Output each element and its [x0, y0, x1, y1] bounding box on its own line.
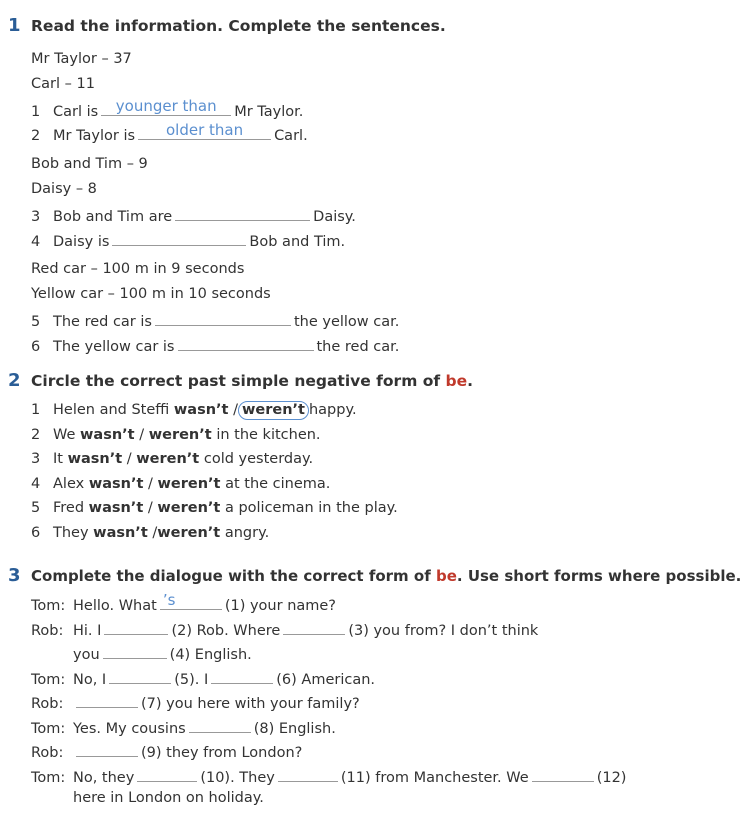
ex1-sentence-6 — [31, 334, 399, 356]
subject: Helen and Steffi — [53, 402, 170, 418]
slash: / — [152, 525, 158, 541]
option-wasnt[interactable]: wasn’t — [67, 451, 123, 467]
option-werent[interactable]: weren’t — [136, 451, 200, 467]
dialogue-text: you — [73, 647, 100, 663]
dialogue-text: (1) your name? — [224, 598, 337, 614]
item-number: 1 — [31, 104, 41, 120]
answer-blank-9[interactable] — [76, 740, 138, 757]
dialogue-text: Hello. What — [73, 598, 157, 614]
info-mr-taylor: Mr Taylor – 37 — [31, 51, 132, 67]
slash: / — [233, 402, 238, 418]
speaker: Tom: — [31, 672, 66, 688]
exercise-1-instruction: Read the information. Complete the sentences. — [31, 17, 446, 35]
ex1-sentence-1 — [31, 99, 303, 121]
option-wasnt[interactable]: wasn’t — [88, 500, 144, 516]
sentence-text: Mr Taylor is — [53, 128, 136, 144]
dialogue-text: Yes. My cousins — [73, 721, 186, 737]
answer-blank-6[interactable] — [211, 667, 273, 684]
answer-blank-7[interactable] — [76, 691, 138, 708]
slash: / — [126, 451, 132, 467]
answer-blank-4[interactable] — [103, 642, 167, 659]
sentence-text: Bob and Tim. — [249, 234, 346, 250]
keyword-be: be — [445, 372, 468, 390]
answer-blank-5[interactable] — [109, 667, 171, 684]
filled-answer: ’s — [162, 591, 176, 609]
ex1-sentence-5 — [31, 309, 399, 331]
option-werent[interactable]: weren’t — [157, 525, 221, 541]
subject: Fred — [53, 500, 85, 516]
speaker: Tom: — [31, 721, 66, 737]
instruction-text: Circle the correct past simple negative form of — [31, 372, 441, 390]
rest-text: a policeman in the play. — [224, 500, 398, 516]
option-werent[interactable]: weren’t — [157, 500, 221, 516]
exercise-1-number: 1 — [8, 15, 21, 36]
dialogue-text: (8) English. — [253, 721, 336, 737]
rest-text: angry. — [224, 525, 270, 541]
item-number: 2 — [31, 128, 41, 144]
instruction-text: . Use short forms where possible. — [456, 567, 741, 585]
option-werent[interactable]: weren’t — [157, 476, 221, 492]
sentence-text: Carl is — [53, 104, 99, 120]
answer-blank[interactable] — [175, 204, 310, 221]
dialogue-line-7-cont — [73, 789, 264, 807]
dialogue-line-1 — [31, 593, 336, 615]
info-daisy: Daisy – 8 — [31, 181, 97, 197]
subject: They — [53, 525, 89, 541]
dialogue-line-6 — [31, 740, 302, 762]
answer-blank-3[interactable] — [283, 618, 345, 635]
sentence-text: Daisy is — [53, 234, 110, 250]
sentence-text: The yellow car is — [53, 339, 175, 355]
exercise-2-number: 2 — [8, 370, 21, 391]
dialogue-text: here in London on holiday. — [73, 790, 264, 806]
item-number: 5 — [31, 500, 41, 516]
ex2-item-2 — [31, 426, 321, 444]
slash: / — [148, 476, 153, 492]
answer-blank-8[interactable] — [189, 716, 251, 733]
dialogue-text: (7) you here with your family? — [141, 696, 360, 712]
sentence-text: Bob and Tim are — [53, 209, 173, 225]
item-number: 5 — [31, 314, 41, 330]
slash: / — [147, 500, 153, 516]
rest-text: at the cinema. — [225, 476, 331, 492]
slash: / — [139, 427, 145, 443]
sentence-text: the red car. — [316, 339, 400, 355]
subject: Alex — [53, 476, 85, 492]
speaker: Rob: — [31, 745, 64, 761]
answer-blank[interactable] — [178, 334, 314, 351]
instruction-text: Complete the dialogue with the correct form of — [31, 567, 431, 585]
rest-text: in the kitchen. — [216, 427, 321, 443]
answer-blank-1[interactable] — [160, 593, 222, 610]
dialogue-text: No, I — [73, 672, 107, 688]
item-number: 3 — [31, 451, 41, 467]
rest-text: happy. — [308, 402, 357, 418]
exercise-2-instruction — [31, 372, 473, 390]
dialogue-text: (10). They — [200, 770, 275, 786]
filled-answer: younger than — [115, 97, 217, 115]
rest-text: cold yesterday. — [203, 451, 314, 467]
answer-blank[interactable] — [112, 229, 246, 246]
ex2-item-5 — [31, 499, 398, 517]
item-number: 3 — [31, 209, 41, 225]
dialogue-text: (2) Rob. Where — [171, 623, 281, 639]
option-werent-circled[interactable]: weren’t — [238, 401, 309, 420]
option-wasnt[interactable]: wasn’t — [80, 427, 135, 443]
exercise-3-instruction — [31, 567, 741, 585]
dialogue-text: (5). I — [174, 672, 209, 688]
answer-blank-2[interactable] — [104, 618, 168, 635]
answer-blank-10[interactable] — [137, 765, 197, 782]
item-number: 6 — [31, 339, 41, 355]
info-red-car: Red car – 100 m in 9 seconds — [31, 261, 245, 277]
dialogue-text: (4) English. — [169, 647, 252, 663]
option-werent[interactable]: weren’t — [148, 427, 212, 443]
sentence-text: The red car is — [53, 314, 152, 330]
sentence-text: the yellow car. — [293, 314, 400, 330]
dialogue-text: (12) — [596, 770, 627, 786]
item-number: 4 — [31, 234, 41, 250]
period: . — [467, 372, 474, 390]
item-number: 6 — [31, 525, 41, 541]
dialogue-line-4 — [31, 691, 360, 713]
filled-answer: older than — [166, 121, 244, 139]
item-number: 4 — [31, 476, 41, 492]
ex1-sentence-2 — [31, 123, 308, 145]
dialogue-text: (11) from Manchester. We — [340, 770, 529, 786]
dialogue-line-7 — [31, 765, 626, 787]
dialogue-text: Hi. I — [73, 623, 102, 639]
answer-blank[interactable] — [138, 123, 271, 140]
answer-blank-12[interactable] — [532, 765, 594, 782]
keyword-be: be — [435, 567, 457, 585]
dialogue-text: (6) American. — [276, 672, 376, 688]
item-number: 2 — [31, 427, 41, 443]
dialogue-text: (3) you from? I don’t think — [348, 623, 539, 639]
ex2-item-6 — [31, 524, 269, 542]
item-number: 1 — [31, 402, 41, 418]
ex1-sentence-3 — [31, 204, 356, 226]
subject: It — [53, 451, 63, 467]
info-bob-and-tim: Bob and Tim – 9 — [31, 156, 148, 172]
option-wasnt[interactable]: wasn’t — [88, 476, 144, 492]
info-carl: Carl – 11 — [31, 76, 95, 92]
answer-blank[interactable] — [155, 309, 291, 326]
exercise-3-number: 3 — [8, 565, 21, 586]
info-yellow-car: Yellow car – 100 m in 10 seconds — [31, 286, 271, 302]
speaker: Tom: — [31, 770, 66, 786]
sentence-text: Carl. — [274, 128, 308, 144]
ex1-sentence-4 — [31, 229, 345, 251]
ex2-item-1 — [31, 401, 357, 420]
sentence-text: Mr Taylor. — [234, 104, 304, 120]
dialogue-line-3 — [31, 667, 375, 689]
ex2-item-3 — [31, 450, 313, 468]
ex2-item-4 — [31, 475, 330, 493]
option-wasnt[interactable]: wasn’t — [93, 525, 148, 541]
sentence-text: Daisy. — [313, 209, 356, 225]
speaker: Rob: — [31, 696, 64, 712]
dialogue-text: No, they — [73, 770, 135, 786]
answer-blank[interactable] — [101, 99, 231, 116]
speaker: Rob: — [31, 623, 64, 639]
option-wasnt[interactable]: wasn’t — [173, 402, 229, 418]
answer-blank-11[interactable] — [278, 765, 338, 782]
subject: We — [53, 427, 76, 443]
dialogue-text: (9) they from London? — [141, 745, 303, 761]
dialogue-line-5 — [31, 716, 336, 738]
dialogue-line-2 — [31, 618, 538, 640]
dialogue-line-2-cont — [73, 642, 252, 664]
speaker: Tom: — [31, 598, 66, 614]
